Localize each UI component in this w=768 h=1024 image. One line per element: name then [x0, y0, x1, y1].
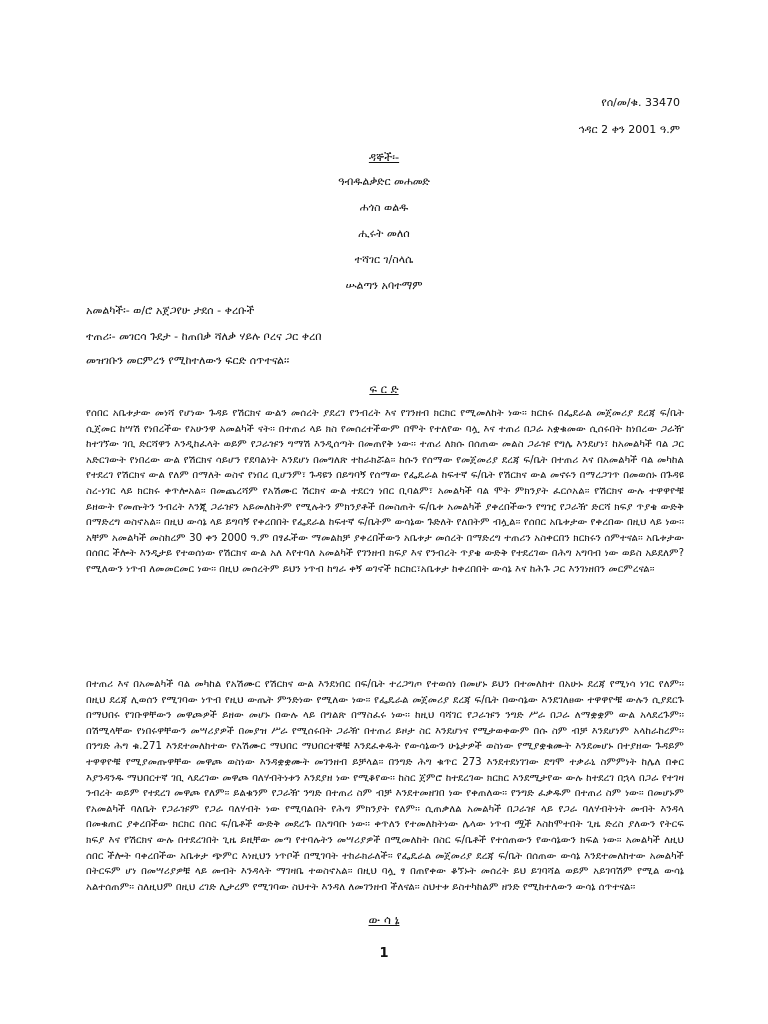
intro-line: መዝገቡን መርምረን የሚከተለውን ፍርድ ሰጥተናል፡፡ — [86, 354, 290, 367]
decision-heading: ው ሳ ኔ — [368, 913, 400, 927]
judgment-heading: ፍ ር ድ — [369, 382, 399, 396]
page-number: 1 — [379, 946, 389, 961]
judgment-paragraph: የሰበር አቤቱታው መነሻ የሆነው ጉዳይ የሽርክና ውልን መሰረት ያደረገ የንብረት እና የገንዘብ ክርክር የሚመለከት ነው፡፡ ክርክሩ በፌደራል መጀመሪያ ደረጃ ፍ/ቤት ሲጀመር ከሣሽ የነበረችው የአሁንዋ አመልካች ናት፡፡ በተጠሪ ላይ ክስ የመሰረተችውም በሞት የተለየው ባሏ እና ተጠሪ በጋራ አቋቁመው ሲሰሩበት ከነበረው ጋራዥ ከተገኘው ገቢ ድርሻዋን እንዲከፈላት ወይም የጋራዡን ግማሽ እንዲሰጣት በመጠየቅ ነው፡፡ ተጠሪ ለክሱ በሰጠው መልስ ጋራዡ የግሌ እንደሆነ፣ ከአመልካች ባል ጋር አድርገውት የነበረው ውል የሽርክና ሳይሆን የደባልነት እንደሆነ በመግለጽ ተከራክሯል፡፡ ከሱን የሰማው የመጀመሪያ ደረጃ ፍ/ቤት በተጠሪ እና በአመልካች ባል መካከል የተደረገ የሽርክና ውል የለም በማለት ወስኖ የነበረ ቢሆንም፣ ጉዳዩን በይግባኝ የሰማው የፌዴራል ከፍተኛ ፍ/ቤት የሽርክና ውል መኖሩን በማረጋገጥ በመወሰኑ በጉዳዩ ስረ-ነገር ላይ ክርክሩ ቀጥሎአል፡፡ በመጨረሻም የአሽሙር ሽርክና ውል ተደርጎ ነበር ቢባልም፣ አመልካች ባል ሞት ምክንያት ፈርሶአል፡፡ የሽርክና ውሉ ተዋዋዮቹ ይዘውት የመጡትን ንብረት እንጂ ጋራዡን አይመለከትም የሚሉትን ምክንያቶች በመስጠት ፍ/ቤቱ አመልካች ያቀረበችውን የግዢ የጋራዥ ድርሻ ክፍያ ጥያቄ ውድቅ በማድረግ ወስኖአል፡፡ በዚህ ውሳኔ ላይ ይግባኝ የቀረበበት የፌደራል ከፍተኛ ፍ/ቤትም ውሳኔው ጉድለት የለበትም ብሏል፡፡ የሰበር አቤቱታው የቀረበው በዚህ ላይ ነው፡፡ አቸም አመልካች መስከረም 30 ቀን 2000 ዓ.ም በፃፈችው ማመልከቻ ያቀረበችውን አቤቱታ መሰረት በማድረግ ተጠሪን አስቀርበን ክርክሩን ሰምተናል፡፡ አቤቱታው በሰበር ችሎት እንዲታይ የተወሰነው የሽርክና ውል አለ እየተባለ አመልካች የገንዘብ ክፍያ እና የንብረት ጥያቄ ውድቅ የተደረገው በሕግ አግባብ ነው ወይስ አይደለም? የሚለውን ነጥብ ለመመርመር ነው፡፡ በዚህ መሰረትም ይህን ነጥብ ከግራ ቀኝ ወገኖች ክርክር፣አቤቱታ ከቀረበበት ውሳኔ እና ከሕጉ ጋር እንገነዘበን መርምረናል፡፡ — [86, 408, 684, 575]
judge-name: ሡልጣን አባተማም — [345, 279, 423, 292]
file-number: የሰ/መ/ቁ. 33470 — [601, 96, 680, 109]
judgment-paragraph: በተጠሪ እና በአመልካች ባል መካከል የአሽሙር የሽርክና ውል እንደነበር በፍ/ቤት ተረጋግጦ የተወሰነ በመሆኑ ይህን በተመለከተ በአሁኑ ደረጃ የሚነሳ ነገር የለም፡፡ በዚህ ደረጃ ሊወሰን የሚገባው ነጥብ የዚህ ውጤት ምንድነው የሚለው ነው፡፡ የፌዴራል መጀመሪያ ደረጃ ፍ/ቤት በውሳኔው እንደገለፀው ተዋዋዮቹ ውሉን ሲያደርጉ በማህበሩ የገቡዋቸውን መዋጮዎች ይዘው መሆኑ በውሉ ላይ በግልጽ በማስፈሩ ነው፡፡ ከዚህ ባሻገር የጋራዡን ንግድ ሥራ በጋራ ለማቋቋም ውል አላደረጉም፡፡ በሽሚላቸው የነበሩዋቸውን መሣሪያዎች በመያዝ ሥራ የሚሰሩበት ጋራዥ በተጠሪ ይዞታ ስር እንደሆነና የሚታወቀውም በሱ ስም ብቻ እንደሆነም አላከራከረም፡፡ በንግድ ሕግ ቁ.271 እንደተመለከተው የአሽሙር ማህበር ማህበርተኞቹ እንደፈቀዱት የውሳኔውን ሁኔታዎች ወስነው የሚያቋቁሙት እንደመሆኑ በተያዘው ጉዳይም ተዋዋዮቹ የሚያመጡዋቸው መዋጮ ወስነው እንዳቋቋሙት መገንዘብ ይቻላል፡፡ በንግድ ሕግ ቁጥር 273 እንደተደነገገው ደግሞ ተቃራኒ ስምምነት ከሌለ በቀር እያንዳንዱ ማህበርተኛ ገቢ ላደረገው መዋጮ ባለሃብትነቱን እንደያዘ ነው የሚቆየው፡፡ ከስር ጀምሮ ከተደረገው ክርክር እንደሚታየው ውሉ ከተደረገ በኋላ በጋራ የተገዛ ንብረት ወይም የተደረገ መዋጮ የለም፡፡ ይልቁንም የጋራዥ ንግድ በተጠሪ ስም ብቻ እንደተመዘገበ ነው የቀጠለው፡፡ የንግድ ፈቃዱም በተጠሪ ስም ነው፡፡ በመሆኑም የአመልካች ባለቤት የጋራዡም የጋራ ባለሃብት ነው የሚባልበት የሕግ ምክንያት የለም፡፡ ሲጠቃለል አመልካች በጋራዡ ላይ የጋራ ባለሃብትነት መብት እንዳላ በመቁጠር ያቀረበችው ክርክር በስር ፍ/ቤቶች ውድቅ መደረጉ በአግባቡ ነው፡፡ ቀጥለን የተመለከትነው ሌላው ነጥብ ሟች እስከሞተበት ጊዜ ድረስ ያለውን የትርፍ ክፍያ እና የሽርክና ውሉ በተደረገበት ጊዜ ይዚቸው መጣ የተባሉትን መሣሪያዎች በሚመለከት በስር ፍ/ቤቶች የተሰጠውን የውሳኔውን ክፍል ነው፡፡ አመልካች ለዚህ ሰበር ችሎት ባቀረበችው አቤቱታ ጭምር እነዚህን ነጥቦች በሚገባት ተከራክራለች፡፡ የፌዴራል መጀመሪያ ደረጃ ፍ/ቤት በሰጠው ውሳኔ እንደተመለከተው አመልካች በትርፍም ሆነ በመሣሪያዎቹ ላይ መብት እንዳላት ማገዛቤ ተወስኖአል፡፡ በዚህ ባሏ ፃ በጠየቀው ቆኘኑት መሰረት ይህ ይገባሻል ወይም አይገባሽም የሚል ውሳኔ አልተሰጠም፡፡ ስለዚህም በዚህ ረገድ ሊታረም የሚገባው ስህተት እንዳለ ለመገንዘብ ችለናል፡፡ ስህተቱ ይስተካከልም ዘንድ የሚከተለውን ውሳኔ ሰጥተናል፡፡ — [86, 679, 684, 893]
judge-name: ዓብዱልቃድር መሐመድ — [338, 175, 430, 188]
judge-name: ተሻገር ገ/ስላሴ — [354, 253, 414, 266]
judge-name: ሐጎስ ወልዱ — [359, 201, 409, 214]
applicant-line: አመልካች፡- ወ/ሮ አጀጋየሁ ታደሰ - ቀረቡች — [86, 304, 255, 317]
respondent-line: ተጠሪ፡- መገርሳ ጉደታ - ከጠበቃ ሻለቃ ሃይሉ ቦረና ጋር ቀረበ — [86, 330, 322, 343]
judges-heading: ዳኞች፡- — [368, 150, 400, 164]
judgment-date: ኅዳር 2 ቀን 2001 ዓ.ም — [578, 123, 680, 136]
judge-name: ሒሩት መለሰ — [358, 227, 410, 240]
